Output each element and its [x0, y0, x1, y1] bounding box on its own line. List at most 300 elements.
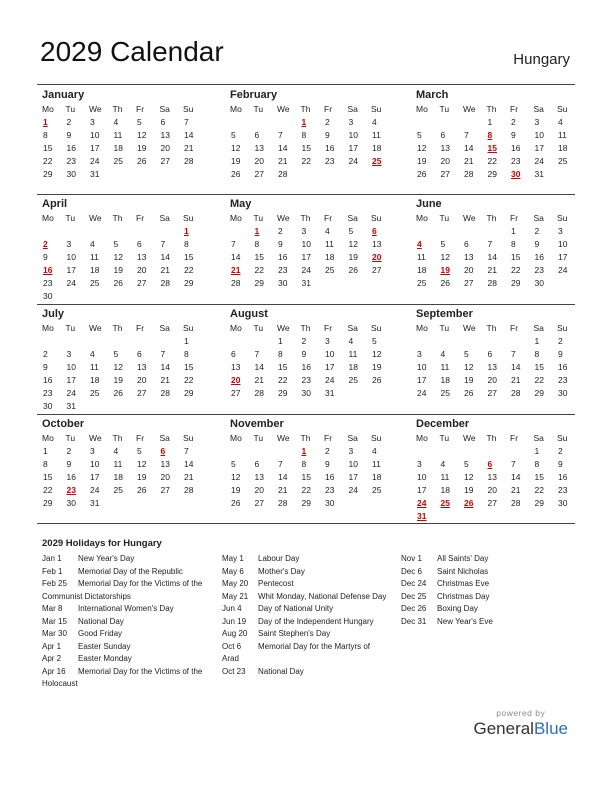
day-cell: 3 [301, 226, 307, 236]
day-cell: 13 [487, 362, 497, 372]
weekday-header [228, 431, 398, 445]
holiday-day: 8 [487, 130, 493, 140]
day-cell: 9 [511, 130, 516, 140]
day-cell: 25 [440, 388, 450, 398]
weekday-label: Fr [324, 213, 333, 223]
day-cell: 30 [43, 291, 53, 301]
day-cell: 14 [254, 362, 264, 372]
day-cell: 5 [348, 226, 354, 236]
day-cell: 4 [372, 446, 377, 456]
day-cell: 8 [534, 349, 540, 359]
day-cell: 13 [440, 143, 450, 153]
day-cell: 28 [511, 498, 521, 508]
day-cell: 10 [534, 130, 544, 140]
day-cell: 25 [348, 375, 358, 385]
holiday-entry [42, 641, 222, 654]
weekday-label: Sa [533, 213, 544, 223]
day-cell: 26 [348, 265, 358, 275]
weekday-label: Sa [533, 104, 544, 114]
weekday-label: Fr [324, 104, 333, 114]
page-title: 2029 Calendar [40, 36, 224, 67]
day-cell: 17 [534, 143, 544, 153]
day-cell: 19 [372, 362, 382, 372]
month-september [414, 307, 584, 400]
holiday-entry [42, 653, 222, 666]
day-cell: 29 [184, 278, 194, 288]
day-cell: 19 [137, 472, 147, 482]
day-cell: 22 [534, 485, 544, 495]
weekday-label: Su [557, 433, 568, 443]
day-cell: 22 [278, 375, 288, 385]
weekday-label: Mo [416, 433, 428, 443]
weekday-label: We [277, 433, 290, 443]
weekday-label: Th [486, 433, 497, 443]
day-cell: 10 [301, 239, 311, 249]
day-cell: 1 [43, 446, 48, 456]
day-cell: 9 [534, 239, 540, 249]
day-cell: 9 [66, 130, 72, 140]
day-cell: 27 [372, 265, 382, 275]
empty-cell [134, 225, 158, 238]
day-grid [414, 335, 584, 400]
day-cell: 2 [558, 336, 563, 346]
day-cell: 22 [511, 265, 521, 275]
month-name: June [416, 198, 442, 210]
weekday-label: Su [183, 433, 194, 443]
day-cell: 26 [231, 169, 241, 179]
month-name: March [416, 89, 449, 101]
weekday-label: Tu [439, 213, 450, 223]
day-cell: 21 [464, 156, 474, 166]
holiday-day: 1 [301, 117, 307, 127]
holiday-day: 19 [440, 265, 450, 275]
day-cell: 21 [511, 485, 521, 495]
day-cell: 11 [113, 130, 123, 140]
weekday-label: Su [183, 323, 194, 333]
day-cell: 3 [417, 459, 422, 469]
day-cell: 8 [278, 349, 283, 359]
day-cell: 18 [372, 472, 382, 482]
day-cell: 7 [511, 459, 516, 469]
day-cell: 17 [348, 472, 358, 482]
holiday-entry [222, 616, 402, 629]
day-cell: 15 [43, 472, 53, 482]
row-divider [37, 194, 575, 195]
day-grid [40, 116, 210, 181]
day-cell: 13 [487, 472, 497, 482]
holiday-name: Whit Monday, National Defense Day [258, 591, 387, 601]
holiday-name: Good Friday [78, 629, 123, 638]
weekday-label: Tu [65, 213, 76, 223]
day-cell: 1 [534, 336, 540, 346]
weekday-label: Sa [347, 213, 358, 223]
day-cell: 14 [487, 252, 497, 262]
day-cell: 30 [301, 388, 311, 398]
day-cell: 16 [534, 252, 544, 262]
weekday-label: Tu [65, 104, 76, 114]
holiday-date: Mar 8 [42, 604, 63, 613]
day-cell: 16 [558, 362, 568, 372]
day-cell: 11 [90, 252, 99, 262]
holiday-entry [42, 566, 222, 579]
day-cell: 12 [417, 143, 427, 153]
holiday-name: Memorial Day of the Republic [78, 566, 183, 576]
holiday-day: 15 [487, 143, 497, 153]
month-february [228, 88, 398, 181]
holiday-date: Feb 1 [42, 566, 63, 576]
weekday-label: Th [112, 104, 123, 114]
day-cell: 19 [113, 265, 123, 275]
day-cell: 26 [137, 485, 147, 495]
day-cell: 15 [301, 472, 311, 482]
day-cell: 9 [301, 349, 307, 359]
holiday-day: 20 [231, 375, 241, 385]
day-cell: 26 [440, 278, 450, 288]
weekday-header [228, 102, 398, 116]
day-cell: 9 [325, 459, 330, 469]
weekday-label: Mo [416, 323, 428, 333]
weekday-label: Sa [347, 104, 358, 114]
holiday-name: Christmas Day [437, 591, 490, 601]
day-cell: 4 [372, 117, 377, 127]
empty-cell [485, 445, 509, 458]
day-cell: 16 [278, 252, 288, 262]
day-cell: 14 [231, 252, 241, 262]
day-cell: 24 [66, 278, 76, 288]
holiday-date: May 6 [222, 566, 244, 576]
day-cell: 18 [372, 143, 382, 153]
empty-cell [414, 116, 438, 129]
brand-logo [473, 719, 568, 739]
weekday-label: Su [371, 104, 382, 114]
day-cell: 5 [231, 459, 236, 469]
holiday-date: Oct 6 [222, 641, 242, 651]
day-cell: 20 [137, 375, 147, 385]
day-cell: 18 [558, 143, 568, 153]
day-cell: 20 [487, 375, 497, 385]
day-cell: 7 [254, 349, 260, 359]
holiday-name: All Saints' Day [437, 554, 489, 563]
holiday-column-3 [401, 553, 581, 628]
day-cell: 4 [113, 117, 119, 127]
day-cell: 19 [137, 143, 147, 153]
day-cell: 29 [511, 278, 521, 288]
month-name: September [416, 308, 473, 320]
day-cell: 19 [113, 375, 123, 385]
empty-cell [158, 335, 182, 348]
weekday-label: Fr [510, 104, 519, 114]
empty-cell [485, 335, 509, 348]
month-december [414, 417, 584, 523]
weekday-label: Fr [510, 213, 519, 223]
day-cell: 20 [254, 485, 264, 495]
day-cell: 12 [113, 362, 123, 372]
day-cell: 2 [325, 117, 330, 127]
day-cell: 21 [254, 375, 264, 385]
empty-cell [508, 445, 532, 458]
weekday-header [40, 431, 210, 445]
day-cell: 22 [487, 156, 497, 166]
holiday-date: May 21 [222, 591, 249, 601]
day-cell: 9 [558, 349, 563, 359]
weekday-header [414, 321, 584, 335]
weekday-label: Th [112, 213, 123, 223]
weekday-header [40, 211, 210, 225]
day-cell: 28 [464, 169, 474, 179]
holiday-day: 16 [43, 265, 53, 275]
day-cell: 6 [440, 130, 446, 140]
day-cell: 25 [325, 265, 335, 275]
weekday-label: Th [486, 104, 497, 114]
day-cell: 28 [184, 156, 194, 166]
holiday-entry [222, 566, 402, 579]
day-cell: 6 [137, 349, 142, 359]
day-cell: 24 [417, 388, 427, 398]
day-cell: 22 [43, 485, 53, 495]
day-cell: 7 [511, 349, 516, 359]
day-cell: 23 [325, 156, 335, 166]
day-cell: 19 [348, 252, 358, 262]
day-cell: 15 [184, 252, 194, 262]
day-cell: 17 [66, 265, 76, 275]
day-cell: 9 [66, 459, 72, 469]
month-july [40, 307, 210, 413]
day-cell: 5 [137, 446, 142, 456]
holiday-name: Pentecost [258, 579, 294, 588]
day-cell: 7 [464, 130, 469, 140]
day-cell: 21 [511, 375, 521, 385]
day-cell: 24 [558, 265, 568, 275]
weekday-label: Sa [347, 323, 358, 333]
weekday-label: Tu [439, 433, 450, 443]
day-cell: 12 [372, 349, 382, 359]
day-cell: 1 [511, 226, 516, 236]
day-cell: 26 [113, 278, 123, 288]
weekday-label: Mo [416, 104, 428, 114]
day-cell: 28 [254, 388, 264, 398]
holiday-entry [42, 578, 222, 591]
day-cell: 3 [66, 239, 72, 249]
holiday-day: 20 [372, 252, 382, 262]
weekday-label: Fr [136, 104, 145, 114]
day-cell: 4 [558, 117, 563, 127]
day-cell: 5 [231, 130, 236, 140]
day-cell: 5 [113, 349, 119, 359]
day-cell: 14 [160, 362, 170, 372]
day-cell: 22 [184, 375, 194, 385]
holiday-entry [42, 603, 222, 616]
weekday-label: Mo [416, 213, 428, 223]
day-cell: 5 [137, 117, 142, 127]
day-cell: 11 [348, 349, 358, 359]
day-cell: 11 [440, 472, 450, 482]
day-cell: 29 [254, 278, 264, 288]
month-name: December [416, 418, 470, 430]
day-cell: 7 [487, 239, 493, 249]
holiday-name: Memorial Day for the Martyrs of [258, 641, 371, 651]
holiday-day: 6 [372, 226, 377, 236]
day-cell: 2 [534, 226, 540, 236]
day-cell: 18 [90, 265, 100, 275]
month-name: April [42, 198, 68, 210]
day-cell: 16 [66, 472, 76, 482]
day-cell: 14 [184, 130, 194, 140]
day-cell: 29 [534, 498, 544, 508]
day-cell: 13 [137, 252, 147, 262]
weekday-label: Tu [65, 433, 76, 443]
day-cell: 14 [511, 362, 521, 372]
day-cell: 17 [301, 252, 311, 262]
day-cell: 15 [278, 362, 288, 372]
day-cell: 31 [90, 169, 100, 179]
empty-cell [252, 445, 276, 458]
day-cell: 3 [558, 226, 563, 236]
day-cell: 7 [278, 130, 283, 140]
holiday-name-continued: Arad [222, 654, 239, 663]
day-cell: 10 [348, 130, 358, 140]
day-cell: 10 [90, 130, 100, 140]
weekday-label: Th [486, 213, 497, 223]
holiday-entry [222, 666, 402, 679]
holiday-name: Easter Sunday [78, 641, 131, 651]
empty-cell [87, 335, 111, 348]
day-cell: 12 [464, 472, 474, 482]
day-cell: 9 [43, 362, 48, 372]
day-cell: 8 [43, 459, 48, 469]
day-cell: 27 [464, 278, 474, 288]
holiday-entry [222, 641, 402, 654]
empty-cell [252, 335, 276, 348]
day-cell: 2 [66, 117, 72, 127]
day-cell: 15 [43, 143, 53, 153]
day-cell: 16 [325, 143, 335, 153]
day-cell: 14 [464, 143, 474, 153]
holiday-name: National Day [258, 666, 304, 676]
holiday-name: National Day [78, 616, 124, 626]
day-cell: 30 [278, 278, 288, 288]
day-cell: 15 [254, 252, 264, 262]
day-cell: 25 [90, 388, 100, 398]
holiday-name: Memorial Day for the Victims of the [78, 666, 203, 676]
weekday-header [228, 211, 398, 225]
empty-cell [40, 225, 64, 238]
day-cell: 21 [160, 265, 170, 275]
month-november [228, 417, 398, 510]
weekday-label: Fr [510, 433, 519, 443]
weekday-label: Fr [324, 433, 333, 443]
weekday-label: Su [557, 323, 568, 333]
weekday-label: Fr [136, 213, 145, 223]
day-cell: 5 [372, 336, 377, 346]
day-cell: 2 [43, 349, 48, 359]
day-cell: 6 [254, 130, 260, 140]
day-cell: 18 [348, 362, 358, 372]
day-cell: 4 [348, 336, 354, 346]
holiday-name-continued: Communist Dictatorships [42, 591, 131, 601]
day-cell: 3 [90, 446, 95, 456]
day-cell: 8 [184, 239, 189, 249]
day-grid [228, 225, 398, 290]
day-cell: 18 [113, 143, 123, 153]
day-cell: 2 [325, 446, 330, 456]
day-cell: 5 [113, 239, 119, 249]
month-name: February [230, 89, 278, 101]
day-cell: 22 [301, 156, 311, 166]
day-cell: 18 [90, 375, 100, 385]
month-name: January [42, 89, 85, 101]
weekday-header [40, 321, 210, 335]
day-grid [40, 335, 210, 413]
day-cell: 24 [534, 156, 544, 166]
day-cell: 13 [464, 252, 474, 262]
empty-cell [111, 225, 135, 238]
holiday-date: Nov 1 [401, 554, 422, 563]
empty-cell [228, 225, 252, 238]
holiday-date: Jun 4 [222, 604, 242, 613]
day-cell: 6 [464, 239, 469, 249]
holiday-date: Feb 25 [42, 579, 67, 588]
empty-cell [228, 335, 252, 348]
day-cell: 25 [372, 485, 382, 495]
weekday-label: Th [300, 433, 311, 443]
day-cell: 26 [417, 169, 427, 179]
day-cell: 21 [160, 375, 170, 385]
day-cell: 15 [511, 252, 521, 262]
day-cell: 18 [440, 375, 450, 385]
holiday-date: Dec 26 [401, 604, 427, 613]
day-cell: 9 [43, 252, 48, 262]
empty-cell [461, 445, 485, 458]
month-name: May [230, 198, 252, 210]
footer-logo [473, 708, 568, 739]
weekday-label: Sa [159, 323, 170, 333]
holidays-title: 2029 Holidays for Hungary [42, 538, 162, 549]
day-cell: 10 [417, 362, 427, 372]
day-cell: 10 [348, 459, 358, 469]
day-cell: 18 [440, 485, 450, 495]
day-cell: 29 [301, 498, 311, 508]
weekday-label: Tu [439, 104, 450, 114]
day-cell: 31 [66, 401, 76, 411]
weekday-label: Mo [230, 323, 242, 333]
empty-cell [414, 225, 438, 238]
empty-cell [158, 225, 182, 238]
weekday-label: Su [371, 213, 382, 223]
day-cell: 24 [90, 485, 100, 495]
weekday-label: Th [112, 433, 123, 443]
holiday-name: Memorial Day for the Victims of the [78, 579, 203, 588]
weekday-label: Tu [253, 104, 264, 114]
weekday-label: Th [112, 323, 123, 333]
weekday-header [40, 102, 210, 116]
holiday-date: Mar 15 [42, 616, 67, 626]
day-cell: 20 [160, 472, 170, 482]
weekday-header [414, 211, 584, 225]
holiday-day: 1 [301, 446, 307, 456]
weekday-label: Su [371, 433, 382, 443]
day-cell: 16 [301, 362, 311, 372]
empty-cell [64, 225, 88, 238]
day-cell: 7 [278, 459, 283, 469]
month-name: August [230, 308, 268, 320]
day-cell: 24 [348, 156, 358, 166]
day-cell: 2 [66, 446, 72, 456]
day-cell: 30 [534, 278, 544, 288]
day-cell: 26 [231, 498, 241, 508]
day-cell: 17 [90, 143, 100, 153]
day-cell: 14 [160, 252, 170, 262]
day-cell: 8 [534, 459, 540, 469]
